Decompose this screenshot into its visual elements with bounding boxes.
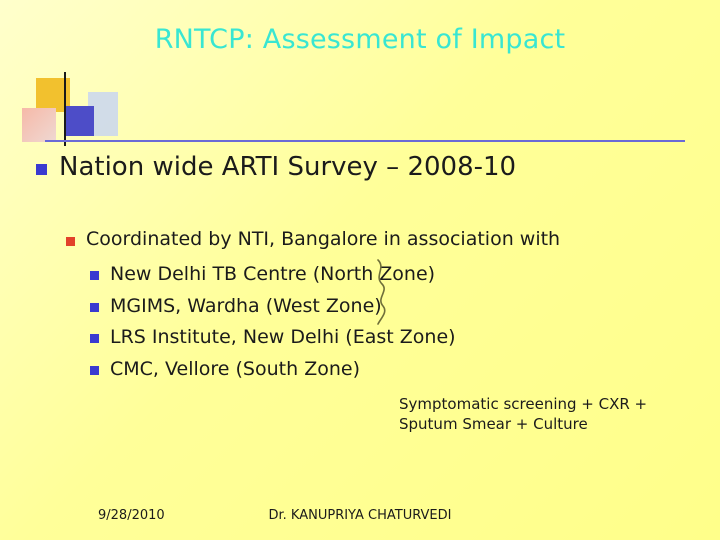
square-bullet-icon [90, 366, 99, 375]
coordination-text: Coordinated by NTI, Bangalore in association with [86, 228, 561, 250]
footer-date: 9/28/2010 [98, 508, 165, 523]
subheading-bullet-item [66, 228, 560, 250]
list-item [90, 294, 650, 320]
footer-author: Dr. KANUPRIYA CHATURVEDI [268, 508, 452, 523]
list-item [90, 325, 650, 351]
institution-label: MGIMS, Wardha (West Zone) [110, 294, 382, 317]
heading-bullet-item [36, 152, 516, 182]
institution-label: CMC, Vellore (South Zone) [110, 357, 360, 380]
decorative-vertical-line [64, 72, 66, 146]
square-bullet-icon [90, 271, 99, 280]
note-line-2: Sputum Smear + Culture [399, 415, 588, 434]
page-title: RNTCP: Assessment of Impact [154, 24, 566, 55]
decorative-square-pink [22, 108, 56, 142]
square-bullet-icon [66, 237, 75, 246]
note-line-1: Symptomatic screening + CXR + [399, 395, 648, 413]
decorative-square-blue [64, 106, 94, 136]
survey-heading: Nation wide ARTI Survey – 2008-10 [59, 152, 517, 182]
square-bullet-icon [36, 164, 47, 175]
list-item [90, 357, 650, 383]
square-bullet-icon [90, 303, 99, 312]
institution-label: New Delhi TB Centre (North Zone) [110, 263, 436, 285]
list-item [90, 262, 650, 288]
title-divider [45, 140, 685, 142]
decorative-squares [22, 78, 112, 146]
institution-label: LRS Institute, New Delhi (East Zone) [110, 326, 456, 349]
square-bullet-icon [90, 334, 99, 343]
annotation-note [399, 394, 699, 435]
institution-list [90, 262, 650, 389]
